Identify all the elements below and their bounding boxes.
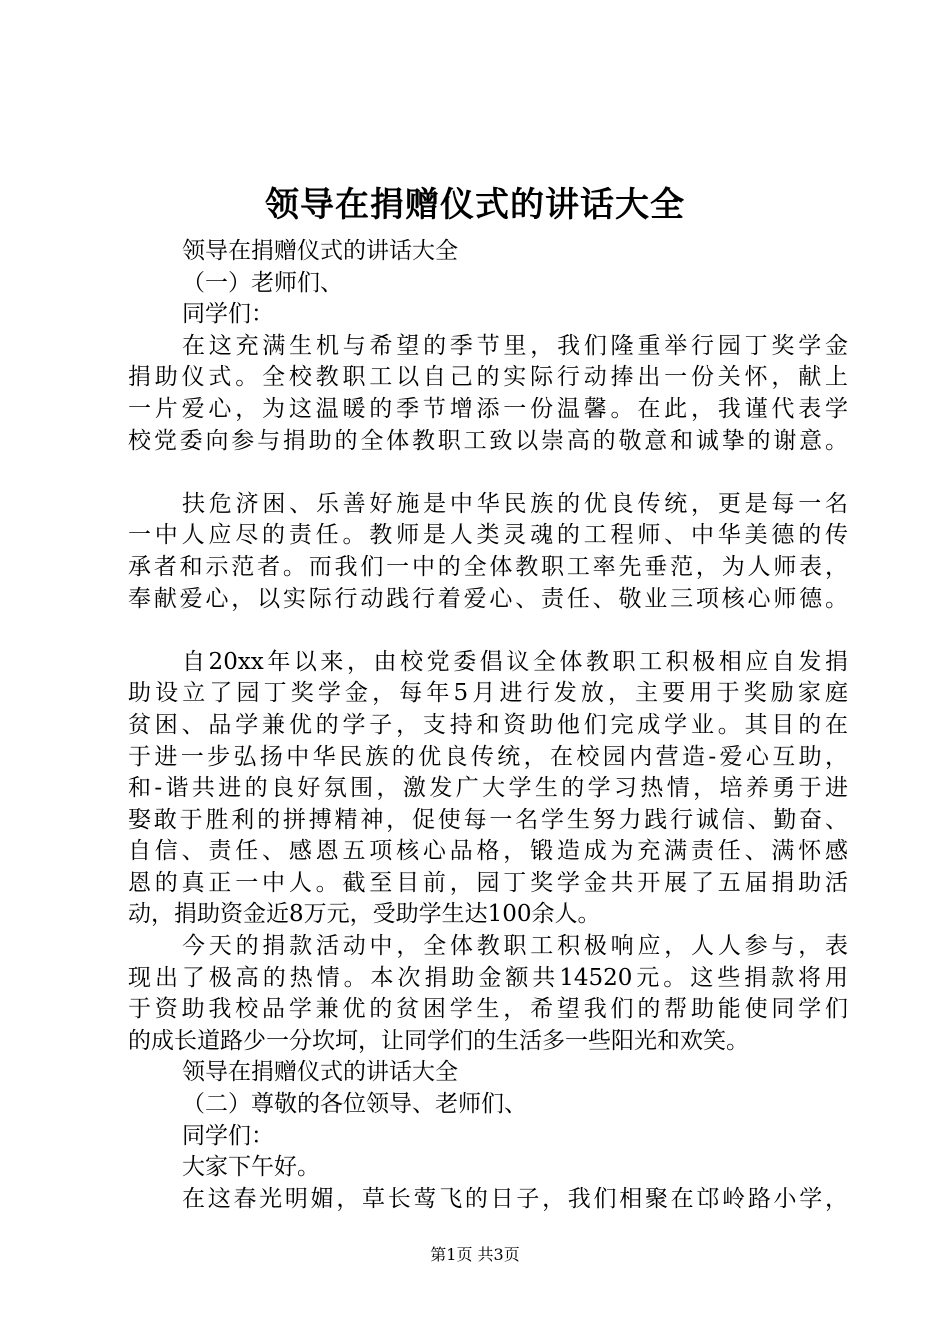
text-line: （一）老师们、 (182, 269, 343, 296)
text-line: 贫困、品学兼优的学子，支持和资助他们完成学业。其目的在 (128, 711, 848, 738)
text-line: 于进一步弘扬中华民族的优良传统，在校园内营造-爱心互助， (128, 743, 848, 770)
text-line: 动，捐助资金近8万元，受助学生达100余人。 (128, 901, 601, 928)
text-line: 助设立了园丁奖学金，每年5月进行发放，主要用于奖励家庭 (128, 680, 848, 707)
document-title: 领导在捐赠仪式的讲话大全 (265, 185, 685, 225)
text-line: 和-谐共进的良好氛围，激发广大学生的学习热情，培养勇于进 (128, 775, 848, 802)
text-line: 捐助仪式。全校教职工以自己的实际行动捧出一份关怀，献上 (128, 364, 848, 391)
text-line: 同学们： (182, 1122, 274, 1149)
text-line: 校党委向参与捐助的全体教职工致以崇高的敬意和诚挚的谢意。 (128, 427, 848, 454)
paragraph-gap (128, 457, 848, 489)
text-line: 的成长道路少一分坎坷，让同学们的生活多一些阳光和欢笑。 (128, 1027, 749, 1054)
document-body (128, 236, 848, 1215)
text-line: 承者和示范者。而我们一中的全体教职工率先垂范，为人师表， (128, 553, 848, 580)
text-line: 同学们： (182, 301, 274, 328)
text-line: 领导在捐赠仪式的讲话大全 (182, 1059, 458, 1086)
text-line: 一片爱心，为这温暖的季节增添一份温馨。在此，我谨代表学 (128, 395, 848, 422)
text-line: 扶危济困、乐善好施是中华民族的优良传统，更是每一名 (182, 490, 848, 517)
text-line: 大家下午好。 (182, 1154, 320, 1181)
paragraph-gap (128, 615, 848, 647)
text-line: 自20xx年以来，由校党委倡议全体教职工积极相应自发捐 (182, 648, 848, 675)
text-line: 今天的捐款活动中，全体教职工积极响应，人人参与，表 (182, 933, 848, 960)
text-line: 现出了极高的热情。本次捐助金额共14520元。这些捐款将用 (128, 964, 848, 991)
text-line: 自信、责任、感恩五项核心品格，锻造成为充满责任、满怀感 (128, 838, 848, 865)
text-line: （二）尊敬的各位领导、老师们、 (182, 1091, 527, 1118)
text-line: 在这充满生机与希望的季节里，我们隆重举行园丁奖学金 (182, 332, 848, 359)
page-footer: 第1页 共3页 (430, 1245, 520, 1264)
text-line: 在这春光明媚，草长莺飞的日子，我们相聚在邙岭路小学， (182, 1185, 848, 1212)
text-line: 恩的真正一中人。截至目前，园丁奖学金共开展了五届捐助活 (128, 869, 848, 896)
text-line: 一中人应尽的责任。教师是人类灵魂的工程师、中华美德的传 (128, 522, 848, 549)
text-line: 奉献爱心，以实际行动践行着爱心、责任、敬业三项核心师德。 (128, 585, 848, 612)
text-line: 于资助我校品学兼优的贫困学生，希望我们的帮助能使同学们 (128, 996, 848, 1023)
text-line: 娶敢于胜利的拼搏精神，促使每一名学生努力践行诚信、勤奋、 (128, 806, 848, 833)
text-line: 领导在捐赠仪式的讲话大全 (182, 238, 458, 264)
